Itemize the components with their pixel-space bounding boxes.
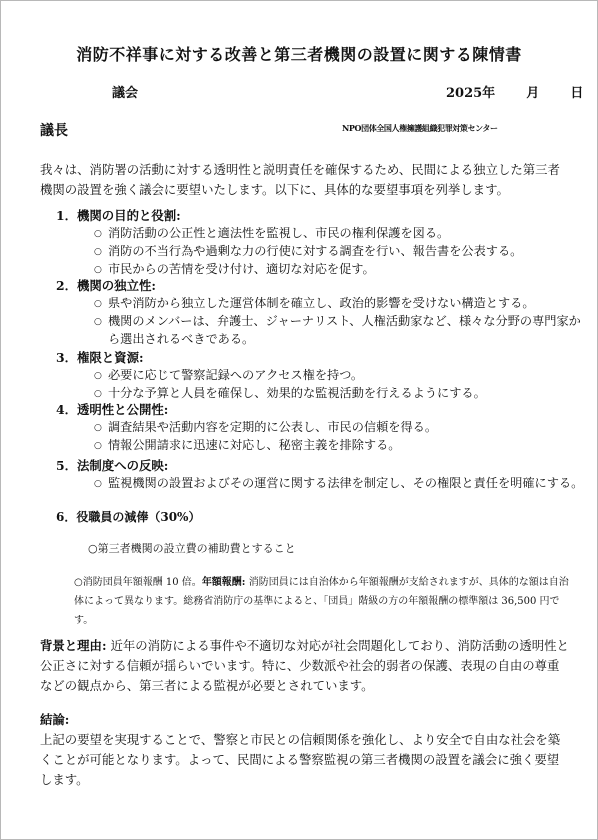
bullet-icon: ○ <box>94 265 102 275</box>
list-item-text: 十分な予算と人員を確保し、効果的な監視活動を行えるようにする。 <box>108 386 486 400</box>
list-item <box>94 384 486 401</box>
bullet-icon: ○ <box>94 479 102 489</box>
list-item-text: 市民からの苦情を受け付け、適切な対応を促す。 <box>108 262 375 276</box>
conclusion-heading: 結論: <box>40 712 70 727</box>
document-title: 消防不祥事に対する改善と第三者機関の設置に関する陳情書 <box>76 45 522 64</box>
bullet-icon: ○ <box>94 371 102 381</box>
list-item <box>94 242 522 259</box>
section-6-subitem: ○第三者機関の設立費の補助費とすること <box>88 542 296 555</box>
section-6-heading: 6．役職員の減俸（30%） <box>56 510 201 524</box>
section-heading: 5．法制度への反映: <box>56 458 169 473</box>
list-item <box>94 366 363 383</box>
list-item <box>94 474 583 491</box>
addressee: 議会 <box>112 86 139 101</box>
list-item <box>94 224 449 241</box>
list-item-text: 調査結果や活動内容を定期的に公表し、市民の信頼を得る。 <box>108 420 438 434</box>
salary-note-prefix: ○消防団員年額報酬 10 倍。 <box>74 577 202 588</box>
list-item-text: 情報公開請求に迅速に対応し、秘密主義を排除する。 <box>108 438 401 452</box>
salary-note-line3: す。 <box>74 615 94 626</box>
date-day: 日 <box>570 86 584 101</box>
list-item <box>94 436 401 453</box>
list-item-text: ら選出されるべきである。 <box>108 332 255 346</box>
list-item <box>94 294 535 311</box>
salary-note-line1: 消防団員には自治体から年額報酬が支給されますが、具体的な額は自治 <box>245 577 569 588</box>
section-heading: 4．透明性と公開性: <box>56 402 169 417</box>
section-heading: 2．機関の独立性: <box>56 278 156 293</box>
list-item <box>94 260 375 277</box>
list-item-text: 消防の不当行為や過剰な力の行使に対する調査を行い、報告書を公表する。 <box>108 244 523 258</box>
list-item <box>94 312 581 329</box>
list-item-continuation <box>108 330 254 347</box>
bullet-icon: ○ <box>94 423 102 433</box>
bullet-icon: ○ <box>94 247 102 257</box>
chair-title: 議長 <box>40 123 68 139</box>
salary-note-label: 年額報酬: <box>201 577 246 588</box>
date-line <box>446 82 583 101</box>
list-item-text: 県や消防から独立した運営体制を確立し、政治的影響を受けない構造とする。 <box>108 296 535 310</box>
list-item-text: 機関のメンバーは、弁護士、ジャーナリスト、人権活動家など、様々な分野の専門家か <box>108 314 581 328</box>
list-item <box>94 418 437 435</box>
list-item-text: 必要に応じて警察記録へのアクセス権を持つ。 <box>108 368 364 382</box>
bullet-icon: ○ <box>94 229 102 239</box>
bullet-icon: ○ <box>94 317 102 327</box>
background-label: 背景と理由: <box>40 638 107 653</box>
list-item-text: 消防活動の公正性と適法性を監視し、市民の権利保護を図る。 <box>108 226 450 240</box>
list-item-text: 監視機関の設置およびその運営に関する法律を制定し、その権限と責任を明確にする。 <box>108 476 584 490</box>
sender-organization: NPO団体全国人権擁護組織犯罪対策センター <box>342 123 498 133</box>
salary-note <box>74 573 574 630</box>
section-heading: 1．機関の目的と役割: <box>56 208 181 223</box>
salary-note-line2: 体によって異なります。総務省消防庁の基準によると、「団員」階級の方の年額報酬の標準額は 36,500 円で <box>74 596 560 607</box>
bullet-icon: ○ <box>94 389 102 399</box>
bullet-icon: ○ <box>94 299 102 309</box>
date-month: 月 <box>526 86 540 101</box>
conclusion-text: 上記の要望を実現することで、警察と市民との信頼関係を強化し、より安全で自由な社会を築くことが可能となります。よって、民間による警察監視の第三者機関の設置を議会に強く要望します。 <box>40 732 561 787</box>
background-paragraph <box>40 636 570 696</box>
intro-paragraph: 我々は、消防署の活動に対する透明性と説明責任を確保するため、民間による独立した第三者機関の設置を強く議会に要望いたします。以下に、具体的な要望事項を列挙します。 <box>40 162 560 197</box>
bullet-icon: ○ <box>94 441 102 451</box>
date-year: 2025年 <box>446 86 496 101</box>
background-text: 近年の消防による事件や不適切な対応が社会問題化しており、消防活動の透明性と公正さに対する信頼が揺らいでいます。特に、少数派や社会的弱者の保護、表現の自由の尊重などの観点から、第三者による監視が必要とされています。 <box>40 638 569 693</box>
section-heading: 3．権限と資源: <box>56 350 144 365</box>
